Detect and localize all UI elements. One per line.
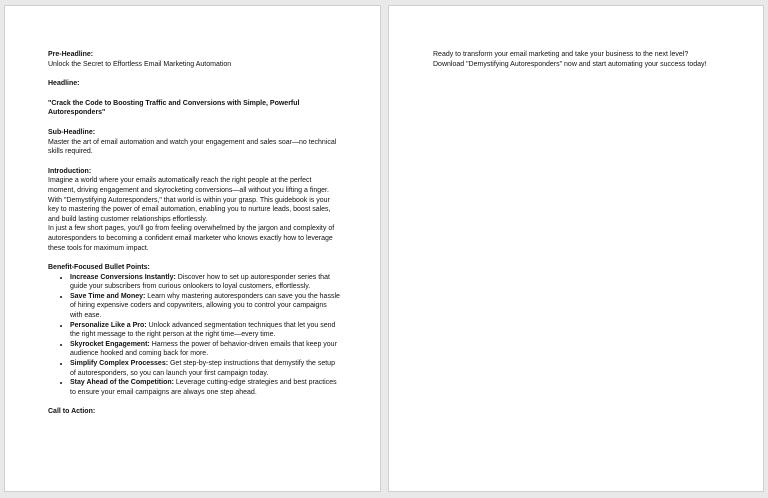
page-2-content: [433, 50, 719, 69]
introduction-paragraph-2: In just a few short pages, you'll go from feeling overwhelmed by the jargon and complexity of autoresponders to becoming a confident email marketer who knows exactly how to leverage these tools for maximum impact.: [48, 225, 335, 252]
benefit-text: Unlock advanced segmentation techniques that let you send the right message to the right person at the right time—every time.: [70, 321, 336, 339]
benefit-text: Get step-by-step instructions that demystify the setup of autoresponders, so you can launch your first campaign today.: [70, 360, 335, 377]
benefit-item: [70, 321, 340, 340]
cta-label: Call to Action:: [48, 408, 96, 416]
introduction-paragraph-1: Imagine a world where your emails automatically reach the right people at the perfect moment, driving engagement and skyrocketing conversions—all without you lifting a finger. With "Demystifying Autoresponders," that world is within your grasp. This guidebook is your key to mastering the power of email automation, enabling you to nurture leads, boost sales, and build lasting customer relationships effortlessly.: [48, 177, 331, 223]
pre-headline-section: [48, 50, 340, 69]
headline-text: "Crack the Code to Boosting Traffic and Conversions with Simple, Powerful Autoresponders": [48, 99, 300, 117]
pre-headline-label: Pre-Headline:: [48, 51, 94, 58]
sub-headline-section: [48, 128, 340, 157]
benefit-title: Personalize Like a Pro:: [70, 321, 147, 329]
cta-text: Ready to transform your email marketing and take your business to the next level? Download "Demystifying Autoresponders" now and start automating your success today!: [433, 51, 707, 68]
document-page-1: [4, 5, 381, 492]
benefit-title: Save Time and Money:: [70, 292, 146, 300]
benefit-title: Simplify Complex Processes:: [70, 360, 169, 368]
sub-headline-text: Master the art of email automation and watch your engagement and sales soar—no technical skills required.: [48, 138, 337, 156]
document-page-2: [388, 5, 764, 492]
sub-headline-label: Sub-Headline:: [48, 128, 96, 136]
introduction-section: [48, 167, 340, 253]
benefit-title: Increase Conversions Instantly:: [70, 273, 176, 281]
benefit-text: Learn why mastering autoresponders can save you the hassle of hiring expensive coders and copywriters, allowing you to control your campaigns with ease.: [70, 292, 340, 320]
benefit-item: [70, 359, 340, 378]
benefit-text: Harness the power of behavior-driven emails that keep your audience hooked and coming back for more.: [70, 340, 337, 358]
headline-label: Headline:: [48, 80, 80, 88]
benefit-text: Discover how to set up autoresponder series that guide your subscribers from curious onlookers to loyal customers, effortlessly.: [70, 273, 330, 291]
introduction-label: Introduction:: [48, 167, 92, 175]
benefits-section: [48, 263, 340, 397]
benefit-item: [70, 378, 340, 397]
headline-section: [48, 79, 340, 89]
benefits-list: [48, 273, 340, 398]
benefit-item: [70, 273, 340, 292]
headline-text-section: [48, 99, 340, 118]
benefit-title: Stay Ahead of the Competition:: [70, 379, 174, 387]
cta-section: [48, 407, 340, 417]
benefits-label: Benefit-Focused Bullet Points:: [48, 264, 150, 272]
pre-headline-text: Unlock the Secret to Effortless Email Marketing Automation: [48, 60, 232, 68]
benefit-title: Skyrocket Engagement:: [70, 340, 150, 348]
benefit-item: [70, 292, 340, 321]
benefit-item: [70, 340, 340, 359]
benefit-text: Leverage cutting-edge strategies and best practices to ensure your email campaigns are always one step ahead.: [70, 379, 337, 396]
page-1-content: [48, 50, 340, 427]
